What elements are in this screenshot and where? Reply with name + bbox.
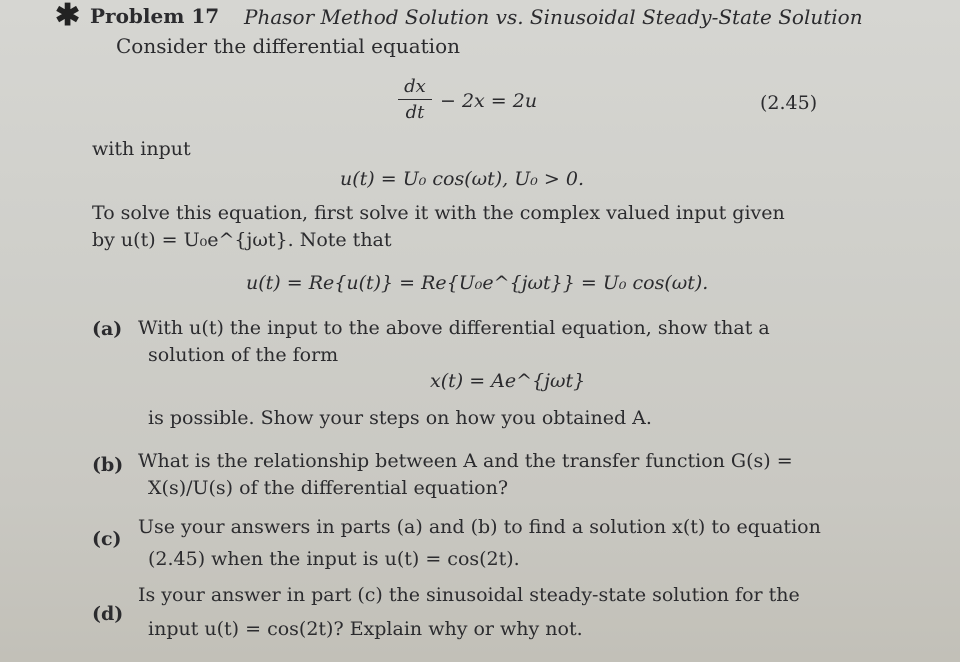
problem-title: Phasor Method Solution vs. Sinusoidal Steady-State Solution <box>244 5 863 29</box>
part-a-label: (a) <box>92 318 123 340</box>
part-b-label: (b) <box>92 454 124 476</box>
equation-rest: − 2x = 2u <box>440 90 538 112</box>
part-c-line-2: (2.45) when the input is u(t) = cos(2t). <box>148 548 520 570</box>
part-b-line-2: X(s)/U(s) of the differential equation? <box>148 477 509 499</box>
part-a-line-2: solution of the form <box>148 344 339 366</box>
part-b-line-1: What is the relationship between A and the transfer function G(s) = <box>138 450 793 472</box>
part-d-line-1: Is your answer in part (c) the sinusoidal steady-state solution for the <box>138 584 800 606</box>
star-mark-icon: ✱ <box>55 0 81 33</box>
part-c-line-1: Use your answers in parts (a) and (b) to find a solution x(t) to equation <box>138 516 821 538</box>
intro-text: Consider the differential equation <box>116 34 460 58</box>
with-input-text: with input <box>92 138 191 160</box>
part-a-line-3: is possible. Show your steps on how you obtained A. <box>148 407 652 429</box>
part-d-label: (d) <box>92 603 124 625</box>
fraction-denominator: dt <box>405 102 425 123</box>
note-equation: u(t) = Re{u(t)} = Re{U₀e^{jωt}} = U₀ cos(ωt). <box>246 272 709 294</box>
solve-line-2: by u(t) = U₀e^{jωt}. Note that <box>92 229 392 251</box>
fraction-numerator: dx <box>404 76 426 97</box>
part-c-label: (c) <box>92 528 122 550</box>
derivative-fraction <box>398 76 432 123</box>
problem-label: Problem 17 <box>90 4 220 28</box>
part-a-equation: x(t) = Ae^{jωt} <box>430 370 586 392</box>
part-a-line-1: With u(t) the input to the above differential equation, show that a <box>138 317 770 339</box>
part-d-line-2: input u(t) = cos(2t)? Explain why or why not. <box>148 618 583 640</box>
equation-tag: (2.45) <box>760 92 818 114</box>
input-equation: u(t) = U₀ cos(ωt), U₀ > 0. <box>340 168 584 190</box>
solve-line-1: To solve this equation, first solve it with the complex valued input given <box>92 202 785 224</box>
